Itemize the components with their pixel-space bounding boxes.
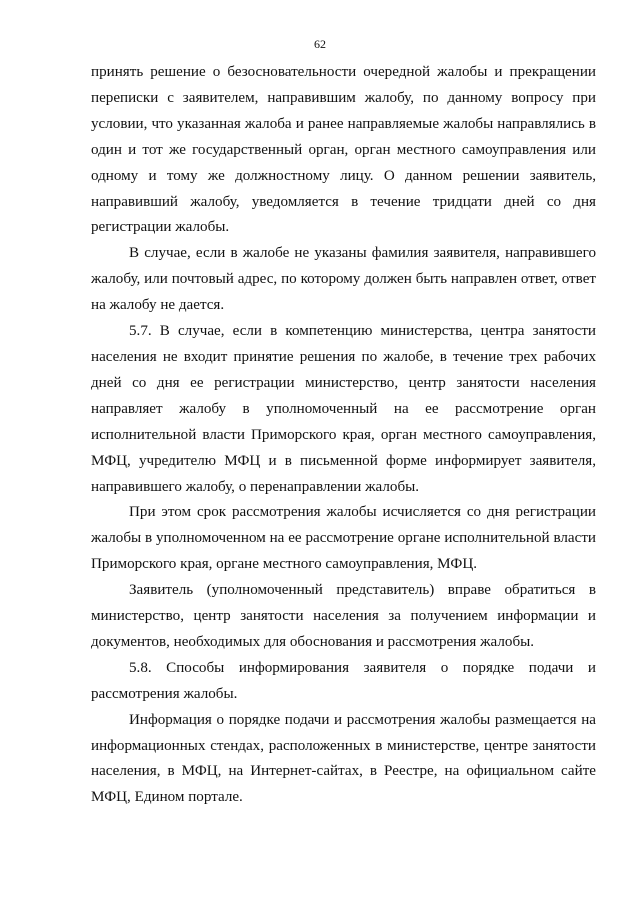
paragraph-section-5-8: 5.8. Способы информирования заявителя о порядке подачи и рассмотрения жалобы. — [91, 659, 596, 702]
paragraph-continuation: принять решение о безосновательности очередной жалобы и прекращении переписки с заявителем, направившим жалобу, по данному вопросу при условии, что указанная жалоба и ранее направляемые жалобы направлялись в один и тот же государственный орган, орган местного самоуправления или одному и тому же должностному лицу. О данном решении заявитель, направивший жалобу, уведомляется в течение тридцати дней со дня регистрации жалобы. — [91, 64, 596, 236]
paragraph-applicant-rights: Заявитель (уполномоченный представитель) вправе обратиться в министерство, центр занятости населения за получением информации и документов, необходимых для обоснования и рассмотрения жалобы. — [91, 582, 596, 650]
document-body — [91, 60, 596, 811]
paragraph-review-period: При этом срок рассмотрения жалобы исчисляется со дня регистрации жалобы в уполномоченном на ее рассмотрение органе исполнительной власти Приморского края, органе местного самоуправления, МФЦ. — [91, 504, 596, 573]
page-number: 62 — [314, 37, 326, 51]
paragraph-section-5-7: 5.7. В случае, если в компетенцию министерства, центра занятости населения не входит принятие решения по жалобе, в течение трех рабочих дней со дня ее регистрации министерство, центр занятости населения направляет жалобу в уполномоченный на ее рассмотрение орган исполнительной власти Приморского края, орган местного самоуправления, МФЦ, учредителю МФЦ и в письменной форме информирует заявителя, направившего жалобу, о перенаправлении жалобы. — [91, 323, 596, 495]
paragraph-information-placement: Информация о порядке подачи и рассмотрения жалобы размещается на информационных стендах, расположенных в министерстве, центре занятости населения, в МФЦ, на Интернет-сайтах, в Реестре, на официальном сайте МФЦ, Едином портале. — [91, 711, 596, 806]
paragraph-missing-surname: В случае, если в жалобе не указаны фамилия заявителя, направившего жалобу, или почтовый адрес, по которому должен быть направлен ответ, ответ на жалобу не дается. — [91, 245, 596, 314]
